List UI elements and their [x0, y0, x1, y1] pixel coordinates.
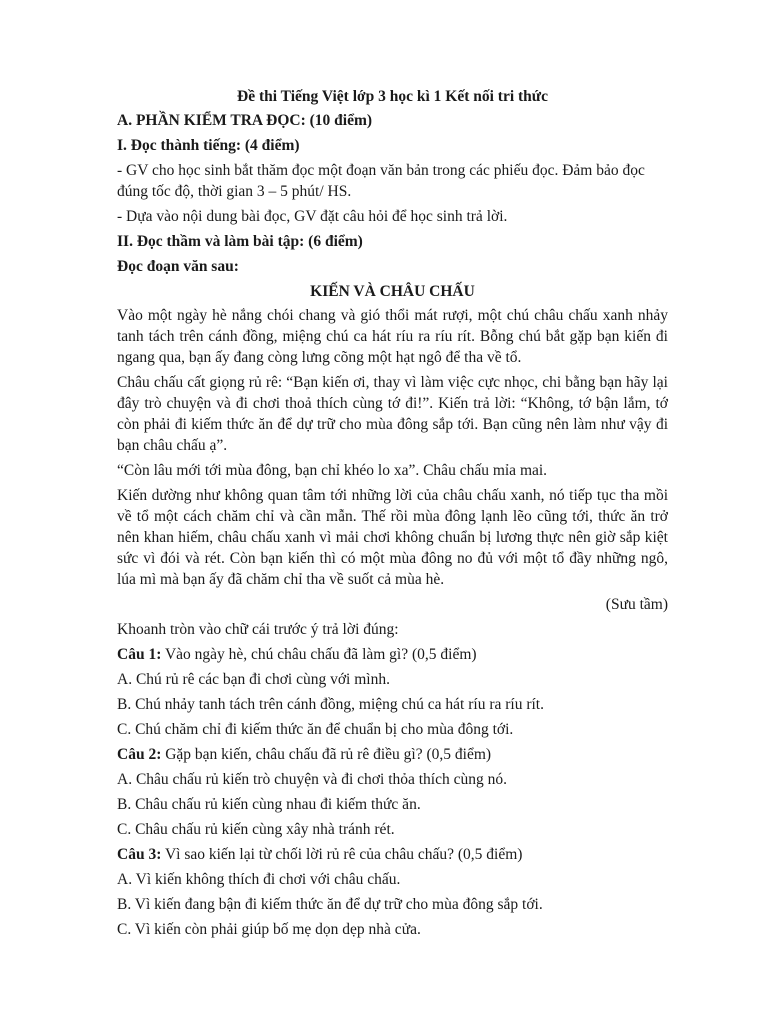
question-label: Câu 3:	[117, 846, 162, 863]
question-text: Vào ngày hè, chú châu chấu đã làm gì? (0,5 điểm)	[161, 646, 477, 663]
answer-option: A. Châu chấu rủ kiến trò chuyện và đi chơi thỏa thích cùng nó.	[117, 771, 507, 788]
part-1-heading: I. Đọc thành tiếng: (4 điểm)	[117, 137, 300, 154]
question-text: Vì sao kiến lại từ chối lời rủ rê của châu chấu? (0,5 điểm)	[161, 846, 523, 863]
document-title: Đề thi Tiếng Việt lớp 3 học kì 1 Kết nối tri thức	[237, 88, 548, 105]
part-2-heading: II. Đọc thầm và làm bài tập: (6 điểm)	[117, 233, 363, 250]
answer-option: B. Châu chấu rủ kiến cùng nhau đi kiếm thức ăn.	[117, 796, 421, 813]
answer-option: C. Châu chấu rủ kiến cùng xây nhà tránh rét.	[117, 821, 395, 838]
part-2-instruction: Đọc đoạn văn sau:	[117, 258, 239, 275]
question-label: Câu 2:	[117, 746, 162, 763]
story-paragraph: Châu chấu cất giọng rủ rê: “Bạn kiến ơi, thay vì làm việc cực nhọc, chi bằng bạn hãy lại đây trò chuyện và đi chơi thoả thích cùng tớ đi!”. Kiến trả lời: “Không, tớ bận lắm, tớ còn phải đi kiếm thức ăn để dự trữ cho mùa đông sắp tới. Bạn cũng nên làm như vậy đi bạn châu chấu ạ”.	[117, 374, 668, 454]
question-label: Câu 1:	[117, 646, 162, 663]
question-instruction: Khoanh tròn vào chữ cái trước ý trả lời đúng:	[117, 621, 399, 638]
section-a-heading: A. PHẦN KIỂM TRA ĐỌC: (10 điểm)	[117, 112, 373, 129]
answer-option: C. Vì kiến còn phải giúp bố mẹ dọn dẹp nhà cửa.	[117, 921, 421, 938]
question-text: Gặp bạn kiến, châu chấu đã rủ rê điều gì? (0,5 điểm)	[161, 746, 492, 763]
story-title: KIẾN VÀ CHÂU CHẤU	[310, 283, 475, 300]
answer-option: A. Vì kiến không thích đi chơi với châu chấu.	[117, 871, 401, 888]
question	[117, 844, 668, 865]
story-source: (Sưu tầm)	[605, 596, 668, 613]
answer-option: B. Chú nhảy tanh tách trên cánh đồng, miệng chú ca hát ríu ra ríu rít.	[117, 696, 544, 713]
answer-option: C. Chú chăm chỉ đi kiếm thức ăn để chuẩn bị cho mùa đông tới.	[117, 721, 514, 738]
story-paragraph: Vào một ngày hè nắng chói chang và gió thổi mát rượi, một chú châu chấu xanh nhảy tanh tách trên cánh đồng, miệng chú ca hát ríu ra ríu rít. Bỗng chú bắt gặp bạn kiến đi ngang qua, bạn ấy đang còng lưng cõng một hạt ngô để tha về tổ.	[117, 307, 668, 366]
part-1-item: - GV cho học sinh bắt thăm đọc một đoạn văn bản trong các phiếu đọc. Đảm bảo đọc đúng tốc độ, thời gian 3 – 5 phút/ HS.	[117, 162, 645, 200]
story-paragraph: “Còn lâu mới tới mùa đông, bạn chỉ khéo lo xa”. Châu chấu mỉa mai.	[117, 462, 548, 479]
answer-option: B. Vì kiến đang bận đi kiếm thức ăn để dự trữ cho mùa đông sắp tới.	[117, 896, 543, 913]
question	[117, 644, 668, 665]
answer-option: A. Chú rủ rê các bạn đi chơi cùng với mình.	[117, 671, 390, 688]
part-1-item: - Dựa vào nội dung bài đọc, GV đặt câu hỏi để học sinh trả lời.	[117, 208, 508, 225]
question	[117, 744, 668, 765]
story-paragraph: Kiến dường như không quan tâm tới những lời của châu chấu xanh, nó tiếp tục tha mồi về tổ một cách chăm chỉ và cần mẫn. Thế rồi mùa đông lạnh lẽo cũng tới, thức ăn trở nên khan hiếm, châu chấu xanh vì mải chơi không chuẩn bị lương thực nên giờ sắp kiệt sức vì đói và rét. Còn bạn kiến thì có một mùa đông no đủ với một tổ đầy những ngô, lúa mì mà bạn ấy đã chăm chỉ tha về suốt cả mùa hè.	[117, 487, 668, 588]
